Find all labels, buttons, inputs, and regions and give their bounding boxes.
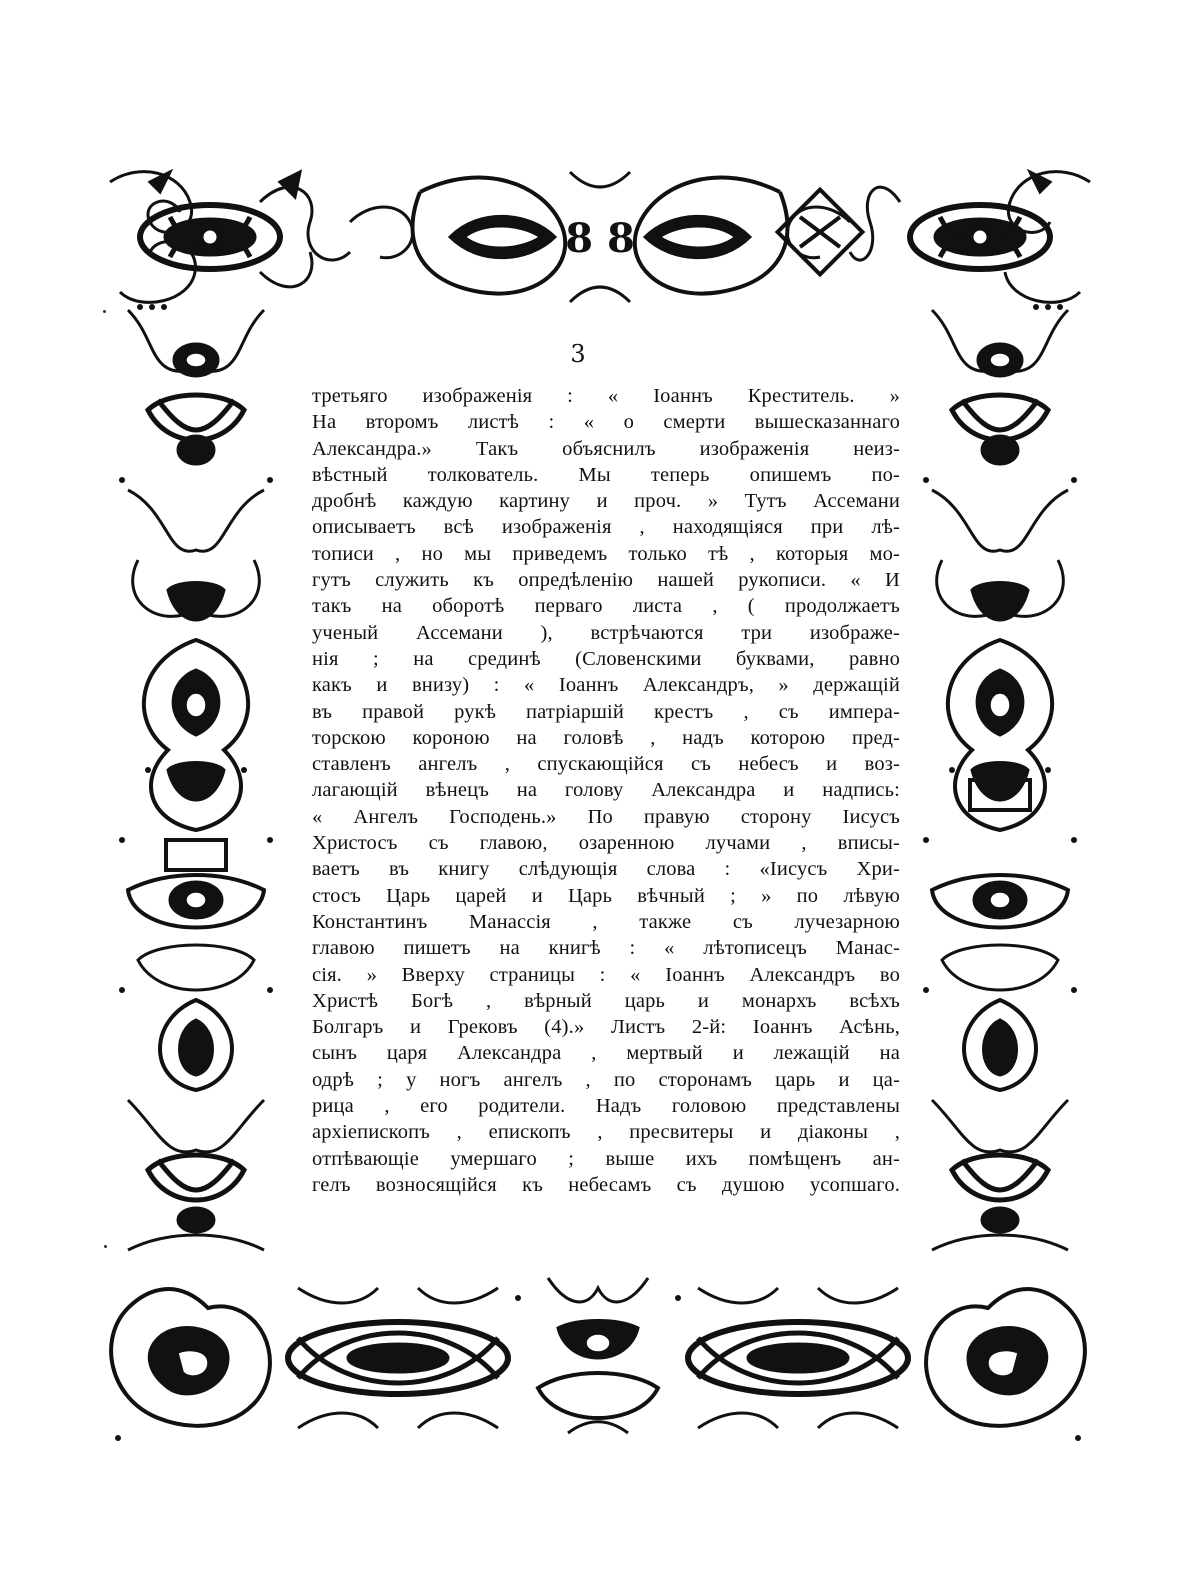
top-emblem-text: 8 8 [565, 215, 635, 262]
right-ornament-svg [912, 300, 1088, 1268]
text-line: Болгаръ и Грековъ (4).» Листъ 2-й: Іоаннъ Асѣнь, [312, 1016, 900, 1039]
scan-speck [104, 1245, 107, 1248]
text-line: Александра.» Такъ объяснилъ изображенія неиз- [312, 437, 900, 460]
bottom-knot-motif-1 [288, 1288, 508, 1428]
top-ornament-band [100, 162, 1100, 312]
left-motif-6 [128, 1155, 264, 1250]
right-motif-2 [932, 490, 1068, 620]
bottom-left-heart-motif [111, 1289, 270, 1426]
text-line: архіепископъ , епископъ , пресвитеры и діаконы , [312, 1121, 900, 1144]
left-motif-5 [128, 1000, 264, 1152]
text-line: отпѣвающіе умершаго ; выше ихъ помѣщенъ ан- [312, 1147, 900, 1170]
text-line: ваетъ въ книгу слѣдующія слова : «Іисусъ Хри- [312, 858, 900, 881]
text-line: гелъ возносящійся къ небесамъ съ душою усопшаго. [312, 1173, 900, 1196]
text-line: въ правой рукѣ патріаршій крестъ , съ импера- [312, 700, 900, 723]
text-line: ученый Ассемани ), встрѣчаются три изображе- [312, 621, 900, 644]
text-line: сынъ царя Александра , мертвый и лежащій на [312, 1042, 900, 1065]
text-line: « Ангелъ Господень.» По правую сторону Іисусъ [312, 805, 900, 828]
bottom-ornament-svg [98, 1268, 1098, 1446]
bottom-right-heart-motif [926, 1289, 1085, 1426]
right-ornament-column [912, 300, 1088, 1268]
left-motif-4 [128, 840, 264, 990]
left-motif-3 [144, 640, 248, 830]
text-line: описываетъ всѣ изображенія , находящіяся при лѣ- [312, 516, 900, 539]
right-motif-3 [948, 640, 1052, 830]
scan-speck [103, 310, 106, 313]
text-line: рица , его родители. Надъ головою представлены [312, 1095, 900, 1118]
text-line: дробнѣ каждую картину и проч. » Тутъ Ассемани [312, 490, 900, 513]
text-line: какъ и внизу) : « Іоаннъ Александръ, » держащій [312, 674, 900, 697]
left-ornament-column [108, 300, 284, 1268]
text-line: такъ на оборотѣ перваго листа , ( продолжаетъ [312, 595, 900, 618]
left-ornament-svg [108, 300, 284, 1268]
left-motif-2 [128, 490, 264, 620]
right-motif-4 [932, 780, 1068, 990]
text-line: лагающій вѣнецъ на голову Александра и надпись: [312, 779, 900, 802]
right-motif-1 [932, 310, 1068, 464]
body-text [312, 383, 900, 1198]
text-line: главою пишетъ на книгѣ : « лѣтописецъ Манас- [312, 937, 900, 960]
text-line: сія. » Вверху страницы : « Іоаннъ Александръ во [312, 963, 900, 986]
text-line: Христосъ съ главою, озаренною лучами , вписы- [312, 832, 900, 855]
bottom-knot-motif-2 [688, 1288, 908, 1428]
bottom-ornament-band [98, 1268, 1098, 1446]
text-line: нія ; на срединѣ (Словенскими буквами, равно [312, 647, 900, 670]
text-line: тописи , но мы приведемъ только тѣ , которыя мо- [312, 542, 900, 565]
left-motif-1 [128, 310, 264, 464]
text-line: Христѣ Богѣ , вѣрный царь и монархъ всѣхъ [312, 989, 900, 1012]
page-number: 3 [570, 340, 586, 368]
text-line: Константинъ Манассія , также съ лучезарною [312, 910, 900, 933]
text-line: гутъ служить къ опредѣленію нашей рукописи. « И [312, 569, 900, 592]
top-left-corner-motif [110, 172, 350, 303]
text-line: вѣстный толкователь. Мы теперь опишемъ по- [312, 463, 900, 486]
top-right-corner-motif [850, 172, 1090, 303]
text-line: третьяго изображенія : « Іоаннъ Креститель. » [312, 385, 900, 407]
right-motif-5 [932, 1000, 1068, 1152]
text-line: торскою короною на головѣ , надъ которою пред- [312, 726, 900, 749]
text-line: ставленъ ангелъ , спускающійся съ небесъ и воз- [312, 753, 900, 776]
right-motif-6 [932, 1155, 1068, 1250]
bottom-center-motif [538, 1278, 658, 1433]
text-line: На второмъ листѣ : « о смерти вышесказаннаго [312, 411, 900, 434]
top-ornament-svg [100, 162, 1100, 312]
text-line: стосъ Царь царей и Царь вѣчный ; » по лѣвую [312, 884, 900, 907]
text-line: одрѣ ; у ногъ ангелъ , по сторонамъ царь и ца- [312, 1068, 900, 1091]
